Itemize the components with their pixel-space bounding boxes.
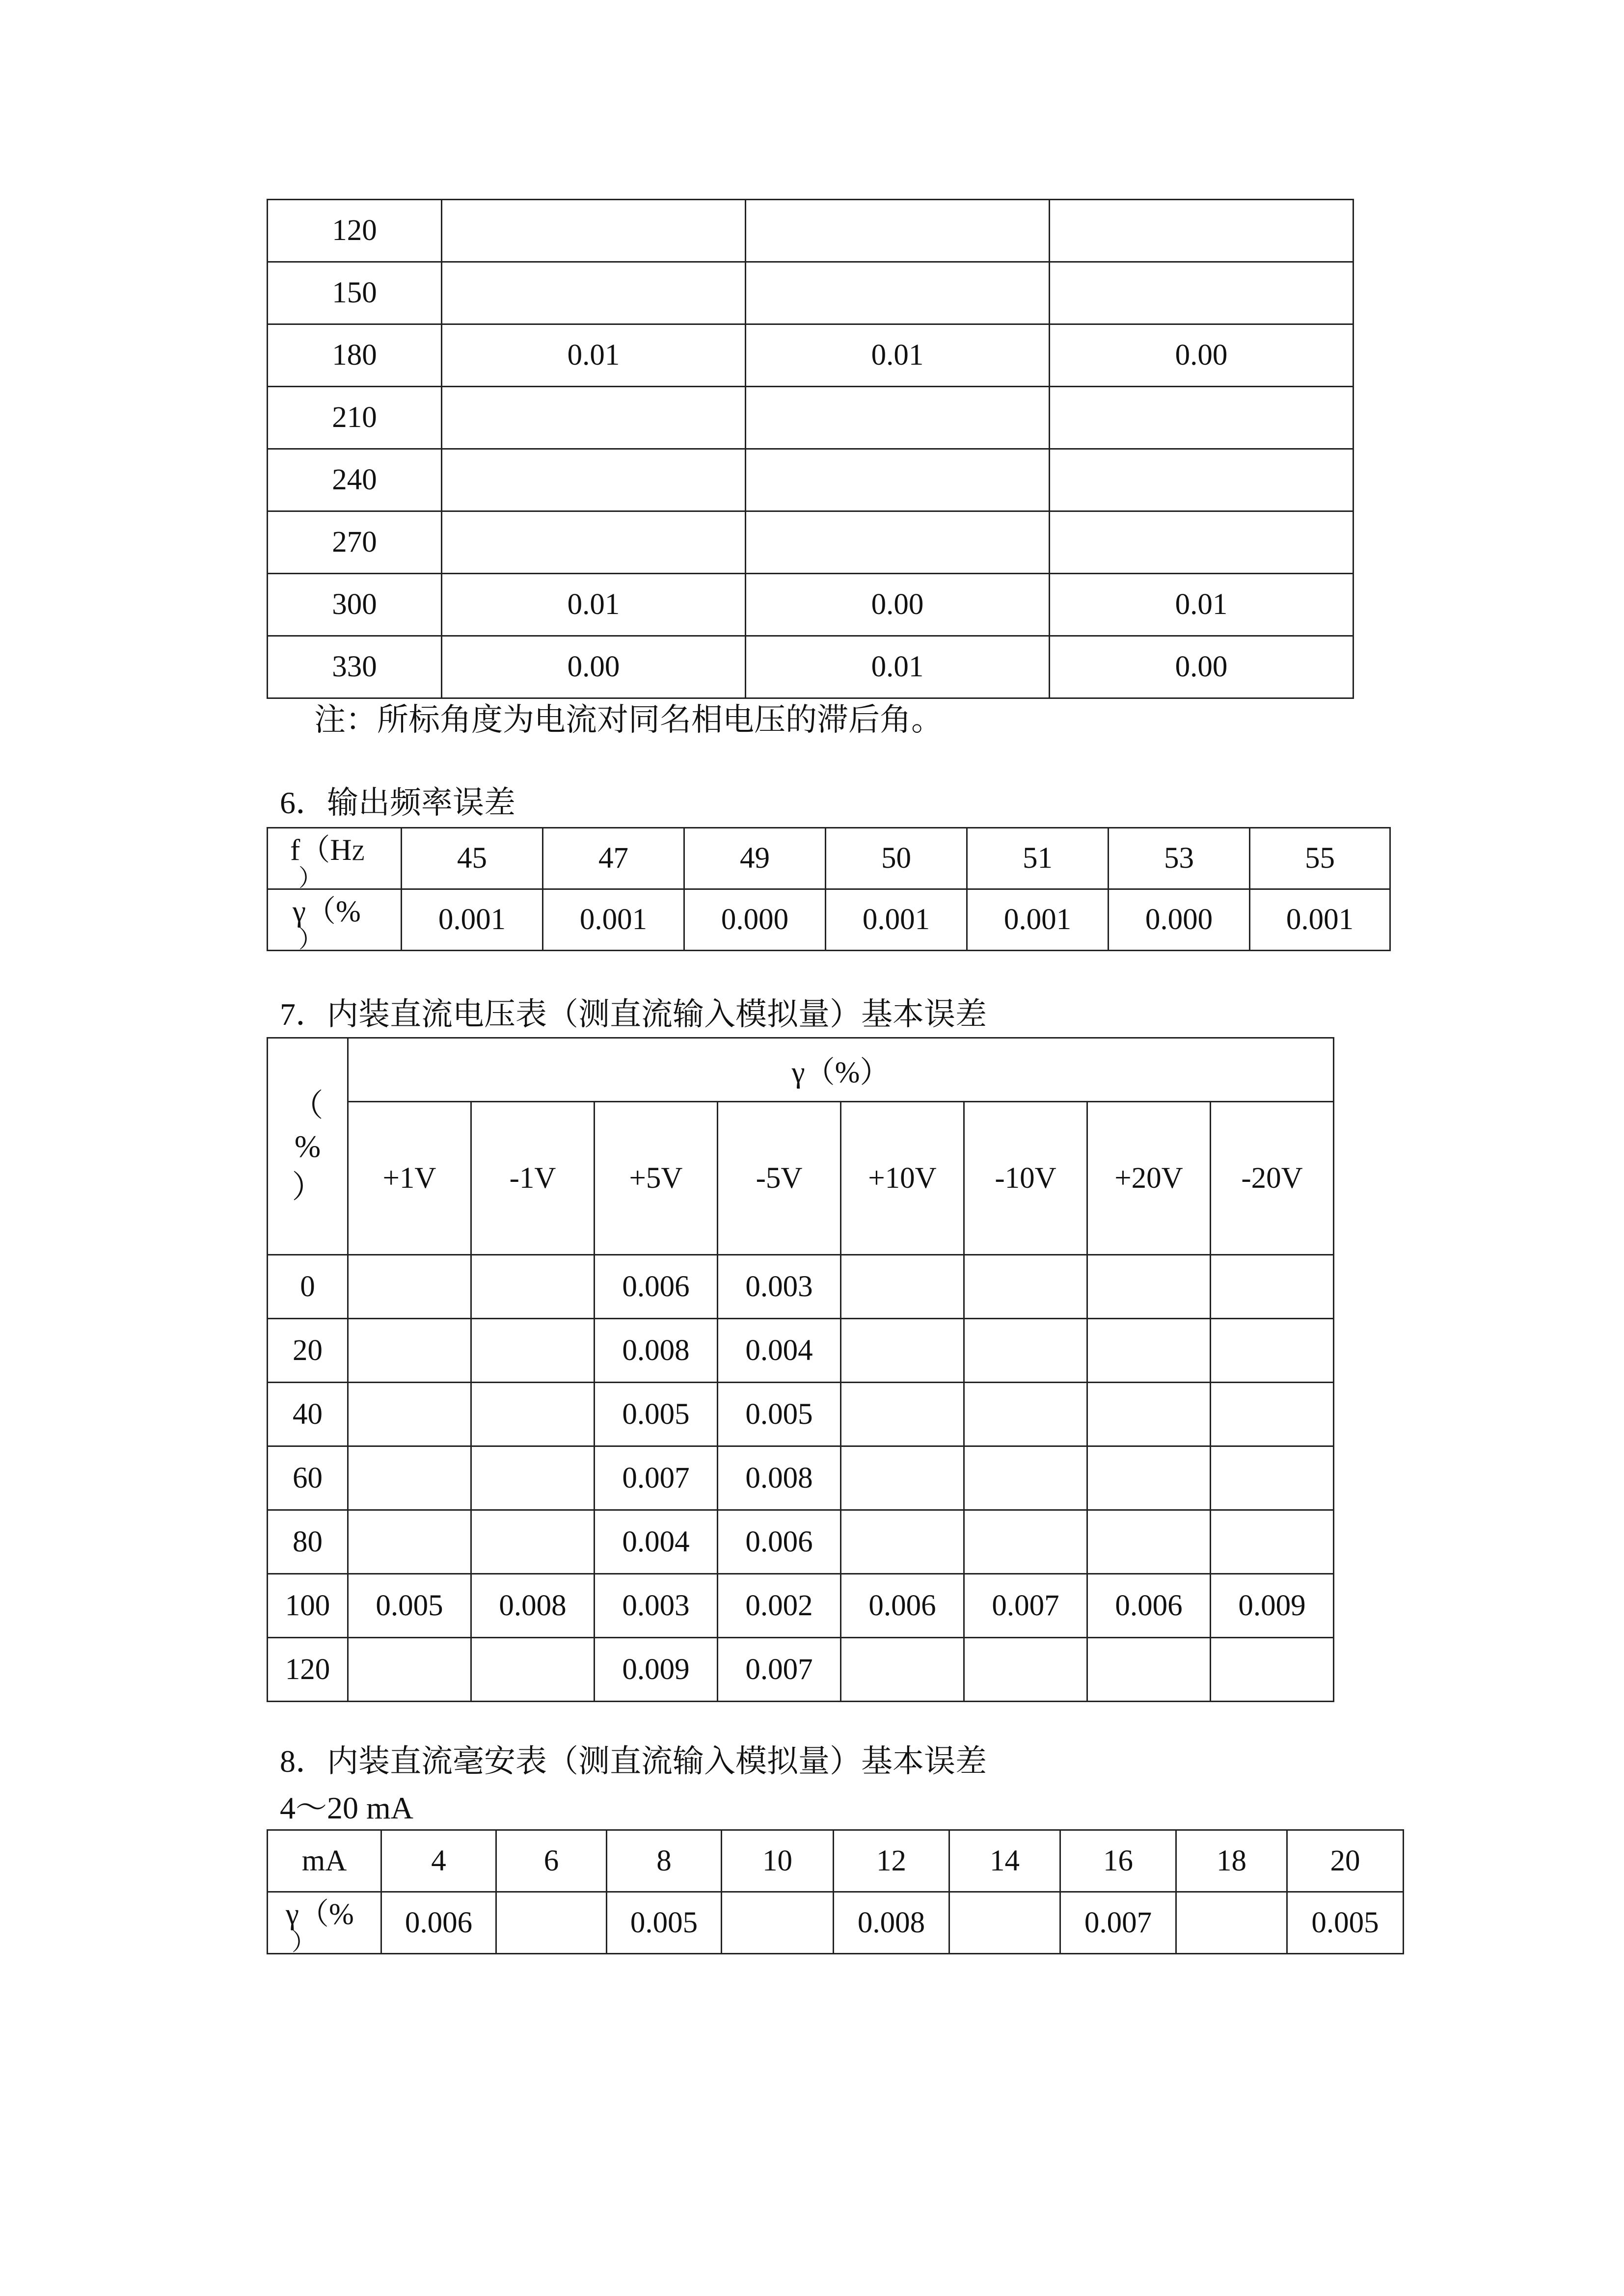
gamma-header: γ（%）: [348, 1038, 1334, 1102]
error-cell: [1087, 1255, 1211, 1319]
error-cell: [746, 262, 1050, 324]
error-cell: [442, 511, 746, 574]
error-cell: 0.003: [718, 1255, 841, 1319]
current-value: 18: [1176, 1830, 1287, 1892]
current-value: 10: [722, 1830, 834, 1892]
section-6-title: 6．输出频率误差: [280, 785, 515, 820]
error-cell: 0.005: [348, 1574, 471, 1638]
error-cell: 0.004: [595, 1510, 718, 1574]
current-row: [268, 1830, 1404, 1892]
percent-corner-close: ）: [292, 1170, 324, 1205]
current-value: 4: [381, 1830, 496, 1892]
angle-cell: 270: [268, 511, 442, 574]
error-cell: [1211, 1319, 1334, 1383]
frequency-error-table: [267, 827, 1391, 951]
percent-corner-open: （: [292, 1088, 324, 1123]
voltage-range-header: -20V: [1211, 1102, 1334, 1255]
frequency-row: [268, 828, 1390, 889]
error-cell: [964, 1319, 1087, 1383]
current-error-value: [722, 1892, 834, 1954]
error-cell: [1050, 200, 1353, 262]
error-cell: [348, 1383, 471, 1446]
error-cell: [442, 262, 746, 324]
error-cell: 0.009: [1211, 1574, 1334, 1638]
current-error-header-tail: ）: [292, 1929, 316, 1955]
current-error-value: 0.008: [834, 1892, 949, 1954]
error-cell: [348, 1638, 471, 1702]
frequency-header-tail: ）: [298, 865, 323, 891]
frequency-header: [268, 828, 402, 889]
table-row: [268, 1574, 1334, 1638]
error-cell: 0.01: [442, 574, 746, 636]
current-value: 12: [834, 1830, 949, 1892]
error-cell: 0.00: [442, 636, 746, 698]
error-cell: [841, 1383, 964, 1446]
percent-cell: 80: [268, 1510, 348, 1574]
voltage-range-header: +5V: [595, 1102, 718, 1255]
error-cell: [1211, 1255, 1334, 1319]
error-cell: [841, 1510, 964, 1574]
voltage-range-header: -1V: [471, 1102, 595, 1255]
table-row: [268, 387, 1353, 449]
percent-cell: 60: [268, 1446, 348, 1510]
error-cell: 0.004: [718, 1319, 841, 1383]
error-cell: [1087, 1510, 1211, 1574]
table-row: [268, 262, 1353, 324]
error-cell: 0.01: [442, 324, 746, 387]
section-8-subtitle: 4～20 mA: [280, 1790, 413, 1825]
error-cell: [348, 1446, 471, 1510]
table-row: [268, 1383, 1334, 1446]
error-cell: 0.007: [964, 1574, 1087, 1638]
voltage-range-header: +10V: [841, 1102, 964, 1255]
frequency-value: 51: [967, 828, 1109, 889]
current-error-value: [949, 1892, 1060, 1954]
error-cell: 0.00: [1050, 636, 1353, 698]
error-cell: [471, 1319, 595, 1383]
dc-voltmeter-error-table: [267, 1037, 1334, 1702]
frequency-error-value: 0.001: [967, 889, 1109, 951]
percent-cell: 100: [268, 1574, 348, 1638]
error-cell: [1087, 1319, 1211, 1383]
table-row: [268, 574, 1353, 636]
angle-cell: 120: [268, 200, 442, 262]
angle-cell: 150: [268, 262, 442, 324]
error-cell: [442, 200, 746, 262]
frequency-error-header-label: γ（%: [293, 895, 361, 928]
frequency-value: 49: [684, 828, 826, 889]
error-cell: 0.01: [746, 636, 1050, 698]
table-row: [268, 200, 1353, 262]
angle-cell: 240: [268, 449, 442, 511]
angle-cell: 180: [268, 324, 442, 387]
frequency-error-header: [268, 889, 402, 951]
error-cell: [1050, 387, 1353, 449]
frequency-error-value: 0.001: [402, 889, 543, 951]
voltmeter-header-row: [268, 1038, 1334, 1102]
angle-cell: 300: [268, 574, 442, 636]
error-cell: [1050, 511, 1353, 574]
voltage-range-header: +20V: [1087, 1102, 1211, 1255]
voltage-range-header: -5V: [718, 1102, 841, 1255]
voltage-range-header: -10V: [964, 1102, 1087, 1255]
angle-cell: 210: [268, 387, 442, 449]
error-cell: 0.007: [718, 1638, 841, 1702]
error-cell: 0.002: [718, 1574, 841, 1638]
current-value: 16: [1060, 1830, 1176, 1892]
error-cell: [471, 1510, 595, 1574]
current-error-value: 0.005: [1287, 1892, 1404, 1954]
current-error-value: [496, 1892, 607, 1954]
error-cell: [1211, 1383, 1334, 1446]
current-value: 6: [496, 1830, 607, 1892]
error-cell: 0.007: [595, 1446, 718, 1510]
percent-cell: 20: [268, 1319, 348, 1383]
table-row: [268, 1510, 1334, 1574]
current-error-header: [268, 1892, 381, 1954]
error-cell: [964, 1255, 1087, 1319]
angle-note: 注：所标角度为电流对同名相电压的滞后角。: [314, 702, 943, 737]
error-cell: [471, 1446, 595, 1510]
section-8-title: 8．内装直流毫安表（测直流输入模拟量）基本误差: [280, 1744, 987, 1779]
error-cell: [746, 200, 1050, 262]
percent-corner-symbol: %: [294, 1128, 321, 1164]
current-error-value: 0.005: [607, 1892, 722, 1954]
current-error-header-label: γ（%: [286, 1898, 354, 1931]
error-cell: [1087, 1383, 1211, 1446]
current-error-value: 0.007: [1060, 1892, 1176, 1954]
error-cell: [746, 449, 1050, 511]
percent-cell: 120: [268, 1638, 348, 1702]
table-row: [268, 1255, 1334, 1319]
error-cell: [442, 449, 746, 511]
percent-cell: 40: [268, 1383, 348, 1446]
error-cell: [746, 387, 1050, 449]
frequency-error-value: 0.001: [826, 889, 967, 951]
error-cell: [841, 1255, 964, 1319]
error-cell: [471, 1255, 595, 1319]
error-cell: 0.008: [471, 1574, 595, 1638]
error-cell: [1211, 1446, 1334, 1510]
error-cell: 0.003: [595, 1574, 718, 1638]
angle-error-table: [267, 199, 1354, 699]
current-value: 14: [949, 1830, 1060, 1892]
error-cell: 0.005: [718, 1383, 841, 1446]
error-cell: 0.005: [595, 1383, 718, 1446]
table-row: [268, 449, 1353, 511]
table-row: [268, 1638, 1334, 1702]
error-cell: [348, 1255, 471, 1319]
frequency-error-value: 0.000: [1109, 889, 1250, 951]
table-row: [268, 636, 1353, 698]
frequency-value: 47: [543, 828, 684, 889]
frequency-header-subscript: Z: [352, 841, 365, 865]
error-cell: [442, 387, 746, 449]
frequency-value: 55: [1250, 828, 1390, 889]
error-cell: [841, 1319, 964, 1383]
error-cell: [1211, 1638, 1334, 1702]
error-cell: 0.006: [1087, 1574, 1211, 1638]
frequency-header-label: f（H: [290, 834, 352, 867]
error-cell: [1211, 1510, 1334, 1574]
current-header: mA: [268, 1830, 381, 1892]
frequency-error-value: 0.001: [543, 889, 684, 951]
current-value: 20: [1287, 1830, 1404, 1892]
error-cell: [471, 1638, 595, 1702]
error-cell: 0.01: [746, 324, 1050, 387]
error-cell: 0.009: [595, 1638, 718, 1702]
error-cell: 0.008: [595, 1319, 718, 1383]
error-cell: [964, 1383, 1087, 1446]
error-cell: [1087, 1638, 1211, 1702]
error-cell: 0.01: [1050, 574, 1353, 636]
frequency-value: 53: [1109, 828, 1250, 889]
frequency-error-header-tail: ）: [298, 927, 323, 953]
error-cell: [746, 511, 1050, 574]
error-cell: [348, 1510, 471, 1574]
voltage-range-row: [268, 1102, 1334, 1255]
frequency-error-row: [268, 889, 1390, 951]
error-cell: [964, 1638, 1087, 1702]
error-cell: 0.006: [595, 1255, 718, 1319]
error-cell: 0.00: [746, 574, 1050, 636]
frequency-value: 45: [402, 828, 543, 889]
error-cell: [1087, 1446, 1211, 1510]
error-cell: [1050, 449, 1353, 511]
current-error-row: [268, 1892, 1404, 1954]
table-row: [268, 511, 1353, 574]
frequency-error-value: 0.001: [1250, 889, 1390, 951]
percent-cell: 0: [268, 1255, 348, 1319]
error-cell: [841, 1446, 964, 1510]
error-cell: [964, 1446, 1087, 1510]
current-error-value: 0.006: [381, 1892, 496, 1954]
error-cell: 0.00: [1050, 324, 1353, 387]
error-cell: [841, 1638, 964, 1702]
error-cell: 0.008: [718, 1446, 841, 1510]
frequency-error-value: 0.000: [684, 889, 826, 951]
percent-corner-header: [268, 1038, 348, 1255]
table-row: [268, 324, 1353, 387]
error-cell: [471, 1383, 595, 1446]
error-cell: [348, 1319, 471, 1383]
angle-cell: 330: [268, 636, 442, 698]
current-error-value: [1176, 1892, 1287, 1954]
frequency-value: 50: [826, 828, 967, 889]
error-cell: 0.006: [841, 1574, 964, 1638]
table-row: [268, 1446, 1334, 1510]
current-value: 8: [607, 1830, 722, 1892]
table-row: [268, 1319, 1334, 1383]
error-cell: 0.006: [718, 1510, 841, 1574]
voltage-range-header: +1V: [348, 1102, 471, 1255]
error-cell: [964, 1510, 1087, 1574]
section-7-title: 7．内装直流电压表（测直流输入模拟量）基本误差: [280, 997, 987, 1032]
error-cell: [1050, 262, 1353, 324]
dc-milliammeter-error-table: [267, 1829, 1404, 1954]
